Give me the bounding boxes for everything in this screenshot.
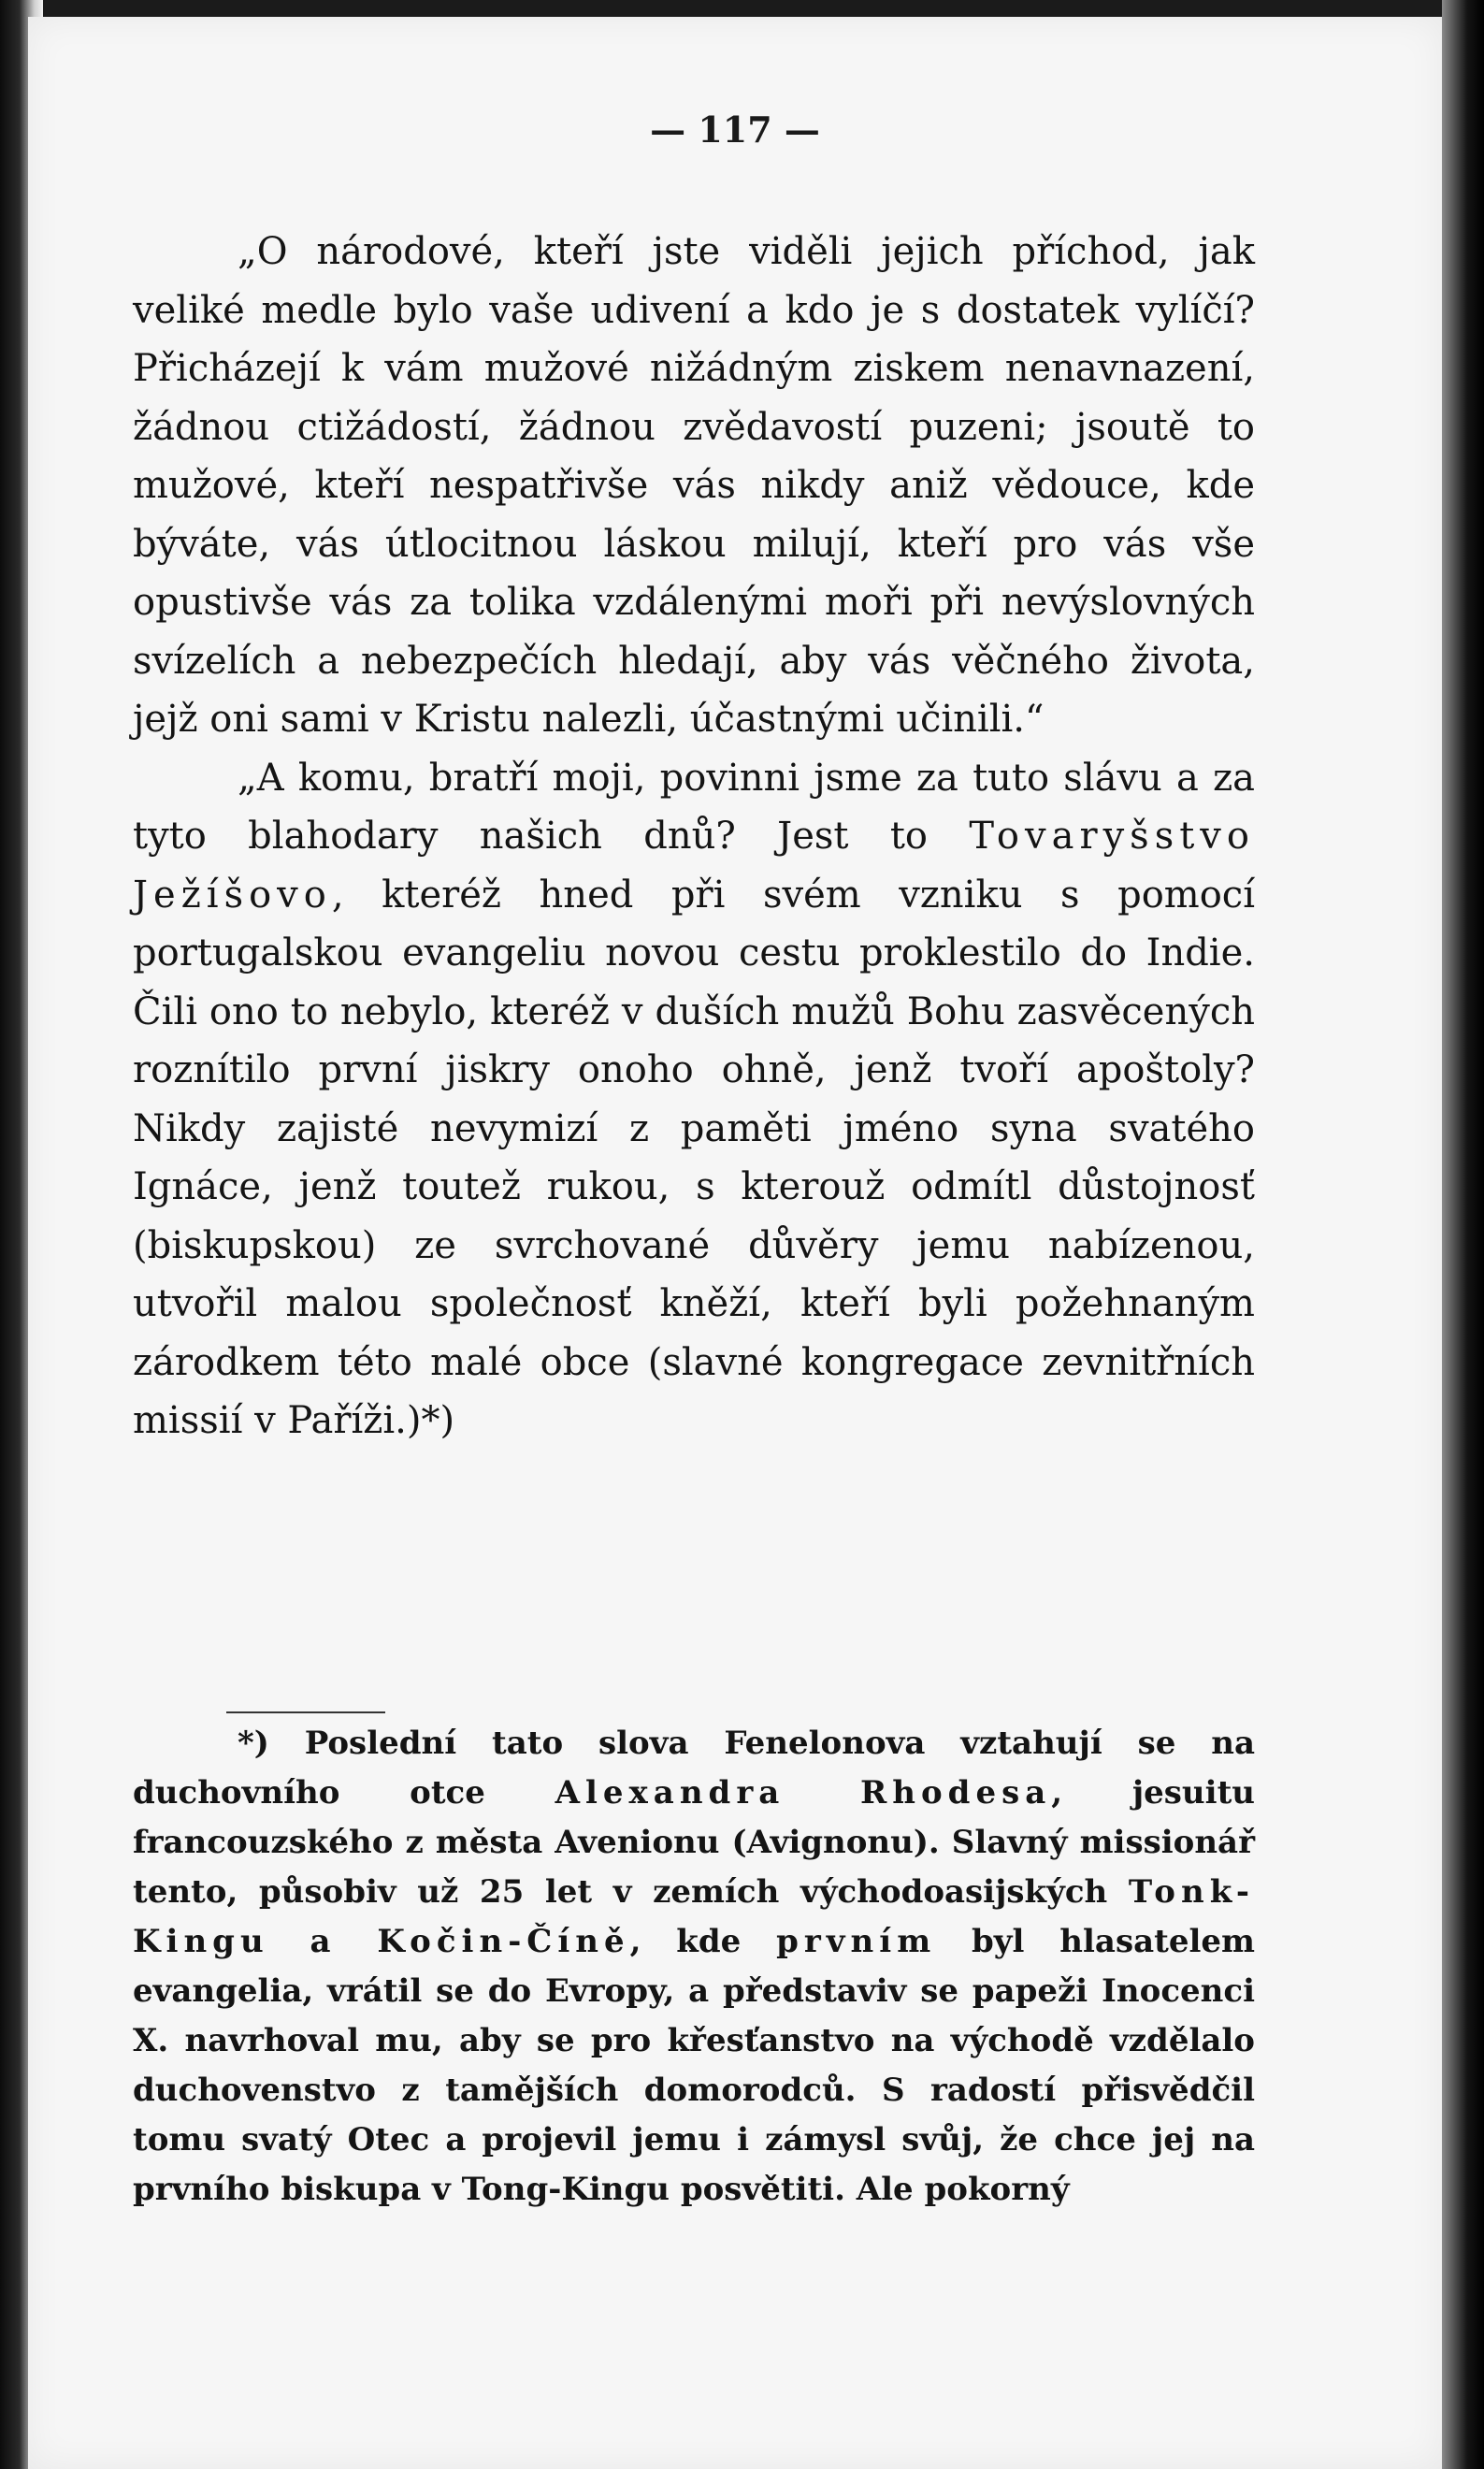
paragraph-2-text-b: , kteréž hned při svém vzniku s pomocí portugalskou evangeliu novou cestu proklestilo do Indie. Čili ono to nebylo, kteréž v duších mužů Bohu zasvěcených roznítilo první jiskry onoho ohně, jenž tvoří apoštoly? Nikdy zajisté nevymizí z paměti jméno syna svatého Ignáce, jenž toutež rukou, s kterouž odmítl důstojnosť (biskupskou) ze svrchované důvěry jemu nabízenou, utvořil malou společnosť kněží, kteří byli požehnaným zárodkem této malé obce (slavné kongregace zevnitřních missií v Paříži.)*) <box>133 873 1255 1442</box>
footnote-divider <box>226 1711 385 1713</box>
footnote-place-names: Tonk-Kingu a Kočin-Číně <box>133 1873 1255 1960</box>
book-page <box>28 17 1442 2469</box>
right-page-edge-shadow <box>1442 0 1484 2469</box>
paragraph-1: „O národové, kteří jste viděli jejich příchod, jak veliké medle bylo vaše udivení a kdo je s dostatek vylíčí? Přicházejí k vám mužové nižádným ziskem nenavnazení, žádnou ctižádostí, žádnou zvědavostí puzeni; jsoutě to mužové, kteří nespatřivše vás nikdy aniž vědouce, kde býváte, vás útlocitnou láskou milují, kteří pro vás vše opustivše vás za tolika vzdálenými moři při nevýslovných svízelích a nebezpečích hledají, aby vás věčného života, jejž oni sami v Kristu nalezli, účastnými učinili.“ <box>133 230 1255 741</box>
footnote-text-4: byl hlasatelem evangelia, vrátil se do Evropy, a představiv se papeži Inocenci X. navrhoval mu, aby se pro křesťanstvo na východě vzdělalo duchovenstvo z tamějších domorodců. S radostí přisvědčil tomu svatý Otec a projevil jemu i zámysl svůj, že chce jej na prvního biskupa v Tong-Kingu posvětiti. Ale pokorný <box>133 1923 1255 2208</box>
main-text <box>133 223 1255 1451</box>
footnote-paragraph <box>133 1719 1255 2215</box>
paragraph-2-text-a: „A komu, bratří moji, povinni jsme za tuto slávu a za tyto blahodary našich dnů? Jest to <box>133 756 1255 858</box>
paragraph-2-spaced-name: Tovaryšstvo Ježíšovo <box>133 815 1255 917</box>
footnote <box>133 1719 1255 2215</box>
paragraph-2 <box>133 749 1255 1451</box>
footnote-text-2: , jesuitu francouzského z města Avenionu (Avignonu). Slavný missionář tento, působiv už 25 let v zemích východoasijských <box>133 1774 1255 1911</box>
footnote-text-3: , kde <box>629 1923 777 1960</box>
page-number: — 117 — <box>650 108 820 151</box>
footnote-name-rhodes: Alexandra Rhodesa <box>555 1774 1052 1812</box>
footnote-emphasis-prvnim: prvním <box>776 1923 937 1960</box>
footnote-text-1: *) Poslední tato slova Fenelonova vztahují se na duchovního otce <box>133 1725 1255 1812</box>
